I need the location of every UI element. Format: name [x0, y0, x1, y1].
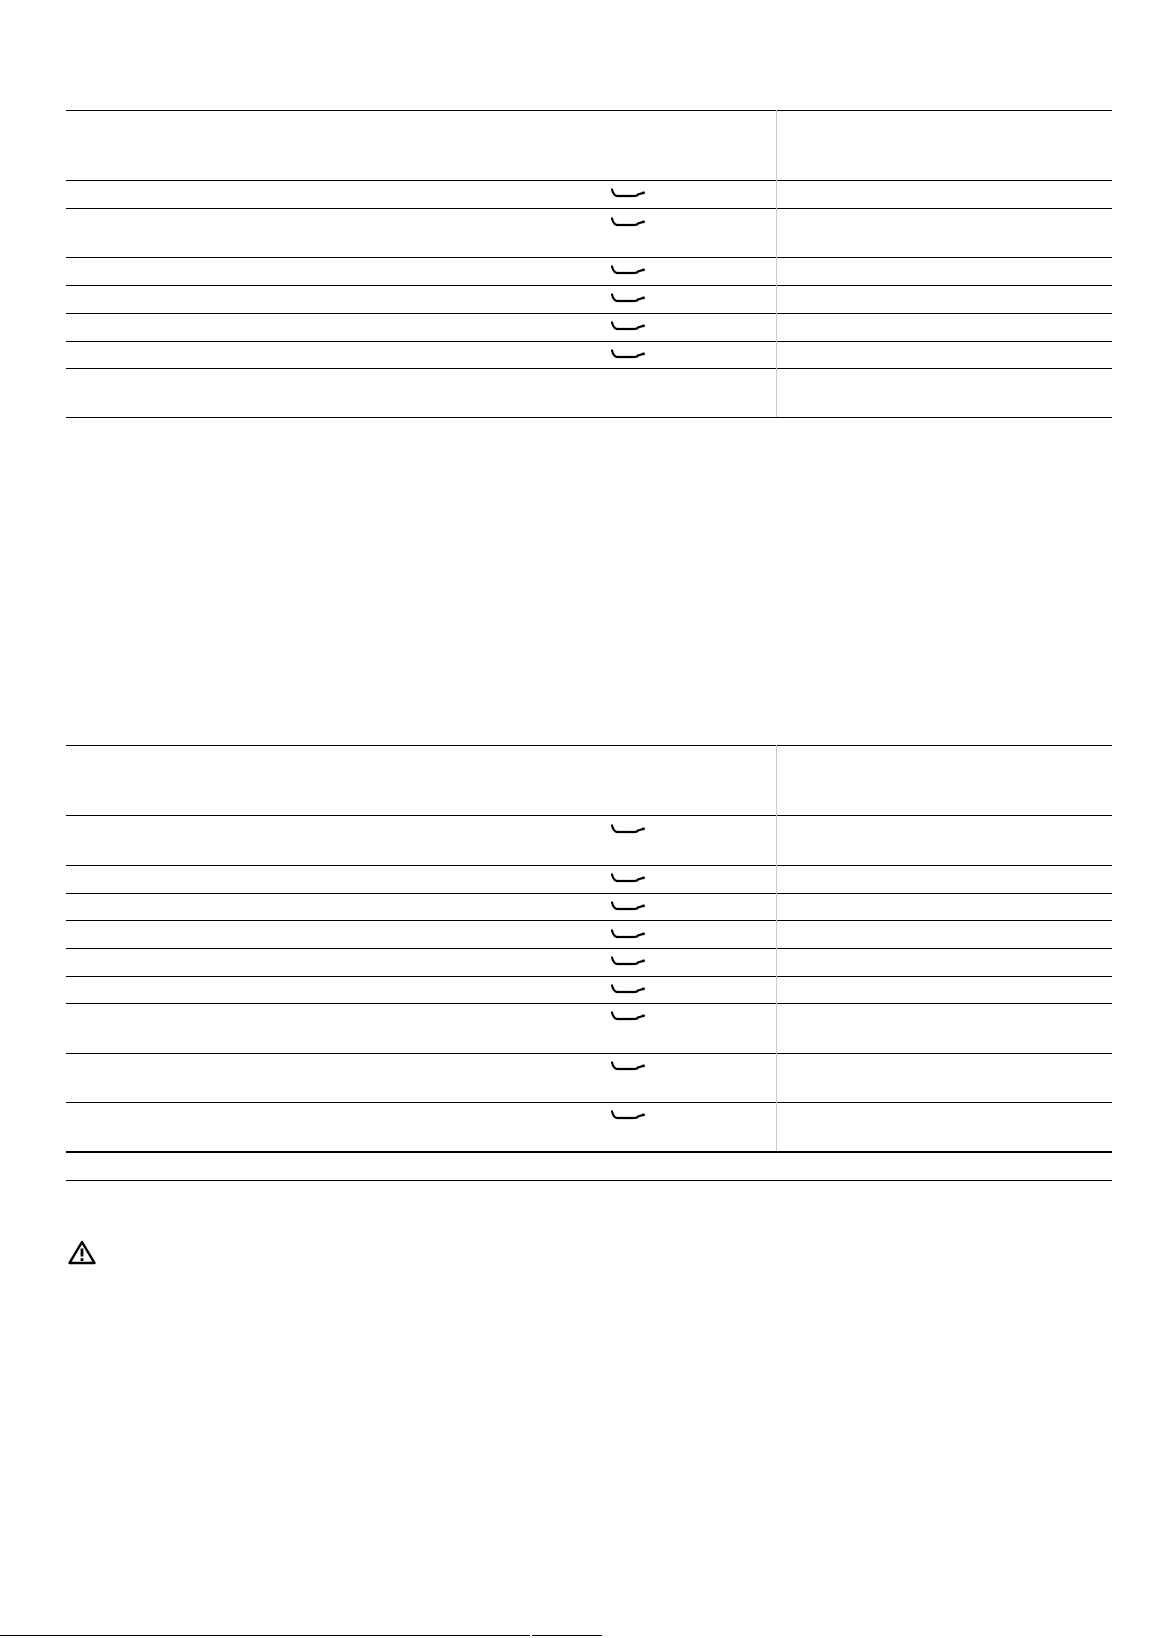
- table-row-rule: [66, 893, 1112, 894]
- table-row-rule: [66, 285, 1112, 286]
- table-row-rule: [66, 976, 1112, 977]
- table-row-rule: [66, 1053, 1112, 1054]
- rack-level-icon: [611, 872, 645, 884]
- column-divider: [776, 110, 777, 417]
- table-row-rule: [66, 865, 1112, 866]
- table-row-rule: [66, 1102, 1112, 1103]
- rack-level-icon: [611, 983, 645, 995]
- column-divider: [776, 745, 777, 1151]
- table-row-rule: [66, 208, 1112, 209]
- table-header-top-rule: [66, 110, 1112, 111]
- table-row-rule: [66, 815, 1112, 816]
- table-row-rule: [66, 1003, 1112, 1004]
- table-section-rule: [66, 1151, 1112, 1153]
- rack-level-icon: [611, 1109, 645, 1121]
- rack-level-icon: [611, 264, 645, 276]
- table-header-top-rule: [66, 745, 1112, 746]
- footer-rule: [0, 1635, 530, 1636]
- table-row-rule: [66, 368, 1112, 369]
- rack-level-icon: [611, 928, 645, 940]
- rack-level-icon: [611, 292, 645, 304]
- footer-rule: [532, 1635, 602, 1636]
- rack-level-icon: [611, 1010, 645, 1022]
- rack-level-icon: [611, 320, 645, 332]
- table-row-rule: [66, 257, 1112, 258]
- table-row-rule: [66, 313, 1112, 314]
- rack-level-icon: [611, 1060, 645, 1072]
- table-2: [66, 745, 1112, 1183]
- table-bottom-rule: [66, 417, 1112, 418]
- rack-level-icon: [611, 348, 645, 360]
- rack-level-icon: [611, 216, 645, 228]
- table-1: [66, 110, 1112, 418]
- table-row-rule: [66, 920, 1112, 921]
- rack-level-icon: [611, 955, 645, 967]
- warning-triangle-icon: [68, 1240, 96, 1265]
- rack-level-icon: [611, 187, 645, 199]
- rack-level-icon: [611, 823, 645, 835]
- table-row-rule: [66, 180, 1112, 181]
- table-row-rule: [66, 341, 1112, 342]
- table-row-rule: [66, 948, 1112, 949]
- rack-level-icon: [611, 900, 645, 912]
- table-bottom-rule: [66, 1180, 1112, 1181]
